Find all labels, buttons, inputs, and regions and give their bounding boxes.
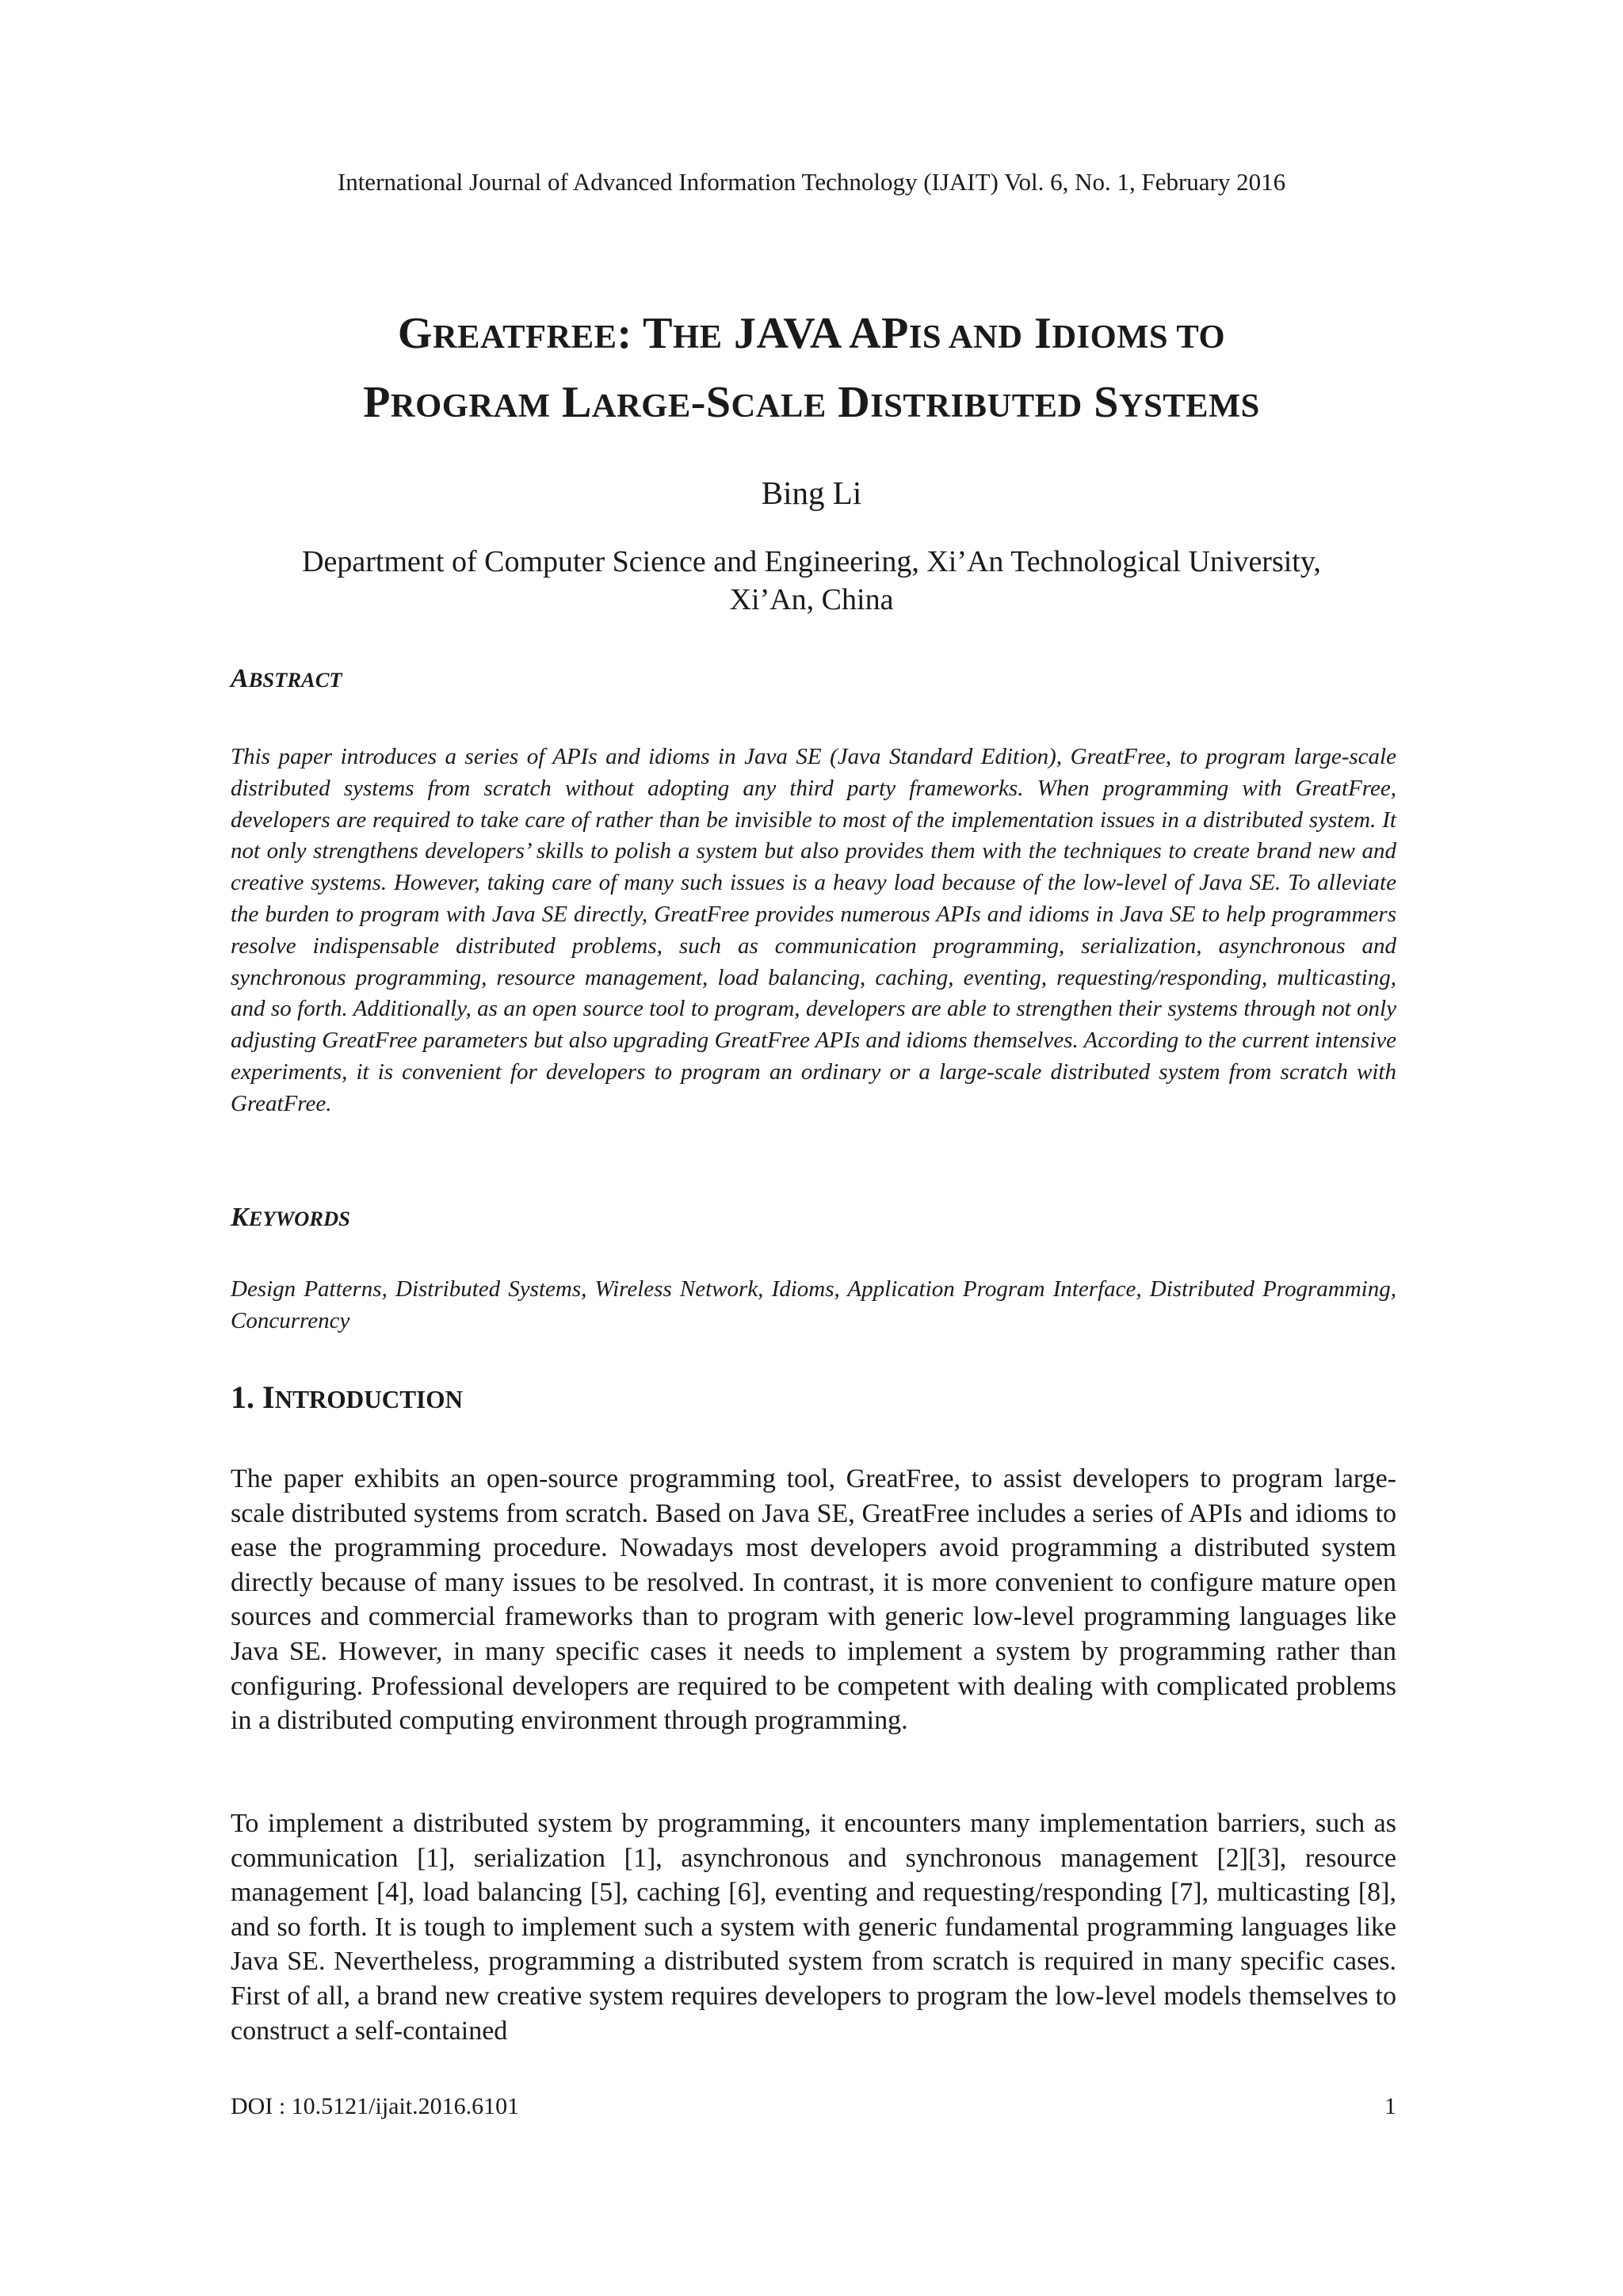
- keywords-heading-rest: EYWORDS: [248, 1207, 350, 1230]
- journal-header: International Journal of Advanced Information Technology (IJAIT) Vol. 6, No. 1, February 2016: [337, 168, 1286, 196]
- title-segment: HE: [672, 318, 723, 356]
- affiliation-line-2: Xi’An, China: [729, 583, 894, 616]
- title-segment: ROGRAM: [390, 387, 551, 425]
- title-line-1: [158, 301, 1465, 370]
- abstract-text: This paper introduces a series of APIs and idioms in Java SE (Java Standard Edition), GreatFree, to program large-scale distributed systems from scratch without adopting any third party frameworks. When programming with GreatFree, developers are required to take care of rather than be invisible to most of the implementation issues in a distributed system. It not only strengthens developers’ skills to polish a system but also provides them with the techniques to create brand new and creative systems. However, taking care of many such issues is a heavy load because of the low-level of Java SE. To alleviate the burden to program with Java SE directly, GreatFree provides numerous APIs and idioms in Java SE to help programmers resolve indispensable distributed problems, such as communication programming, serialization, asynchronous and synchronous programming, resource management, load balancing, caching, eventing, requesting/responding, multicasting, and so forth. Additionally, as an open source tool to program, developers are able to strengthen their systems through not only adjusting GreatFree parameters but also upgrading GreatFree APIs and idioms themselves. According to the current intensive experiments, it is convenient for developers to program an ordinary or a large-scale distributed system from scratch with GreatFree.: [231, 744, 1396, 1116]
- title-line-2: [158, 370, 1465, 439]
- introduction-paragraph-1: The paper exhibits an open-source programming tool, GreatFree, to assist developers to program large-scale distributed systems from scratch. Based on Java SE, GreatFree includes a series of APIs and idioms to ease the programming procedure. Nowadays most developers avoid programming a distributed system directly because of many issues to be resolved. In contrast, it is more convenient to configure mature open sources and commercial frameworks than to program with generic low-level programming languages like Java SE. However, in many specific cases it needs to implement a system by programming rather than configuring. Professional developers are required to be competent with dealing with complicated problems in a distributed computing environment through programming.: [231, 1464, 1396, 1736]
- author-affiliation: [190, 543, 1433, 619]
- title-segment: YSTEMS: [1118, 387, 1260, 425]
- title-segment: ISTRIBUTED: [870, 387, 1083, 425]
- title-segment: REATFREE: [432, 318, 617, 356]
- page-number: 1: [1384, 2093, 1396, 2119]
- footer-doi: DOI : 10.5121/ijait.2016.6101: [231, 2093, 520, 2119]
- title-segment: CALE: [731, 387, 827, 425]
- keywords-text: Design Patterns, Distributed Systems, Wireless Network, Idioms, Application Program Interface, Distributed Programming, Concurrency: [231, 1276, 1396, 1333]
- title-segment: I: [1022, 309, 1052, 358]
- introduction-heading-rest: NTRODUCTION: [274, 1386, 463, 1413]
- title-segment: IS AND: [908, 318, 1023, 356]
- abstract-heading-rest: BSTRACT: [248, 668, 342, 692]
- title-segment: S: [1082, 378, 1119, 427]
- title-segment: JAVA AP: [722, 309, 909, 358]
- keywords-heading-initial: K: [231, 1203, 249, 1232]
- title-segment: D: [826, 378, 871, 427]
- title-segment: L: [550, 378, 592, 427]
- introduction-heading-number: 1. I: [231, 1379, 275, 1415]
- keywords-heading: [231, 1203, 350, 1233]
- title-segment: -S: [690, 378, 731, 427]
- introduction-paragraph-2: To implement a distributed system by programming, it encounters many implementation barriers, such as communication [1], serialization [1], asynchronous and synchronous management [2][3], resource management [4], load balancing [5], caching [6], eventing and requesting/responding [7], multicasting [8], and so forth. It is tough to implement such a system with generic fundamental programming languages like Java SE. Nevertheless, programming a distributed system from scratch is required in many specific cases. First of all, a brand new creative system requires developers to program the low-level models themselves to construct a self-contained: [231, 1809, 1396, 2046]
- author-name: Bing Li: [761, 475, 862, 511]
- abstract-heading-initial: A: [231, 664, 249, 693]
- abstract-heading: [231, 664, 342, 694]
- paper-title: [158, 301, 1465, 439]
- title-segment: DIOMS TO: [1052, 318, 1226, 356]
- introduction-heading: [231, 1379, 463, 1416]
- title-segment: P: [363, 378, 391, 427]
- title-segment: G: [397, 309, 433, 358]
- title-segment: : T: [617, 309, 673, 358]
- affiliation-line-1: Department of Computer Science and Engineering, Xi’An Technological University,: [302, 545, 1321, 578]
- title-segment: ARGE: [591, 387, 691, 425]
